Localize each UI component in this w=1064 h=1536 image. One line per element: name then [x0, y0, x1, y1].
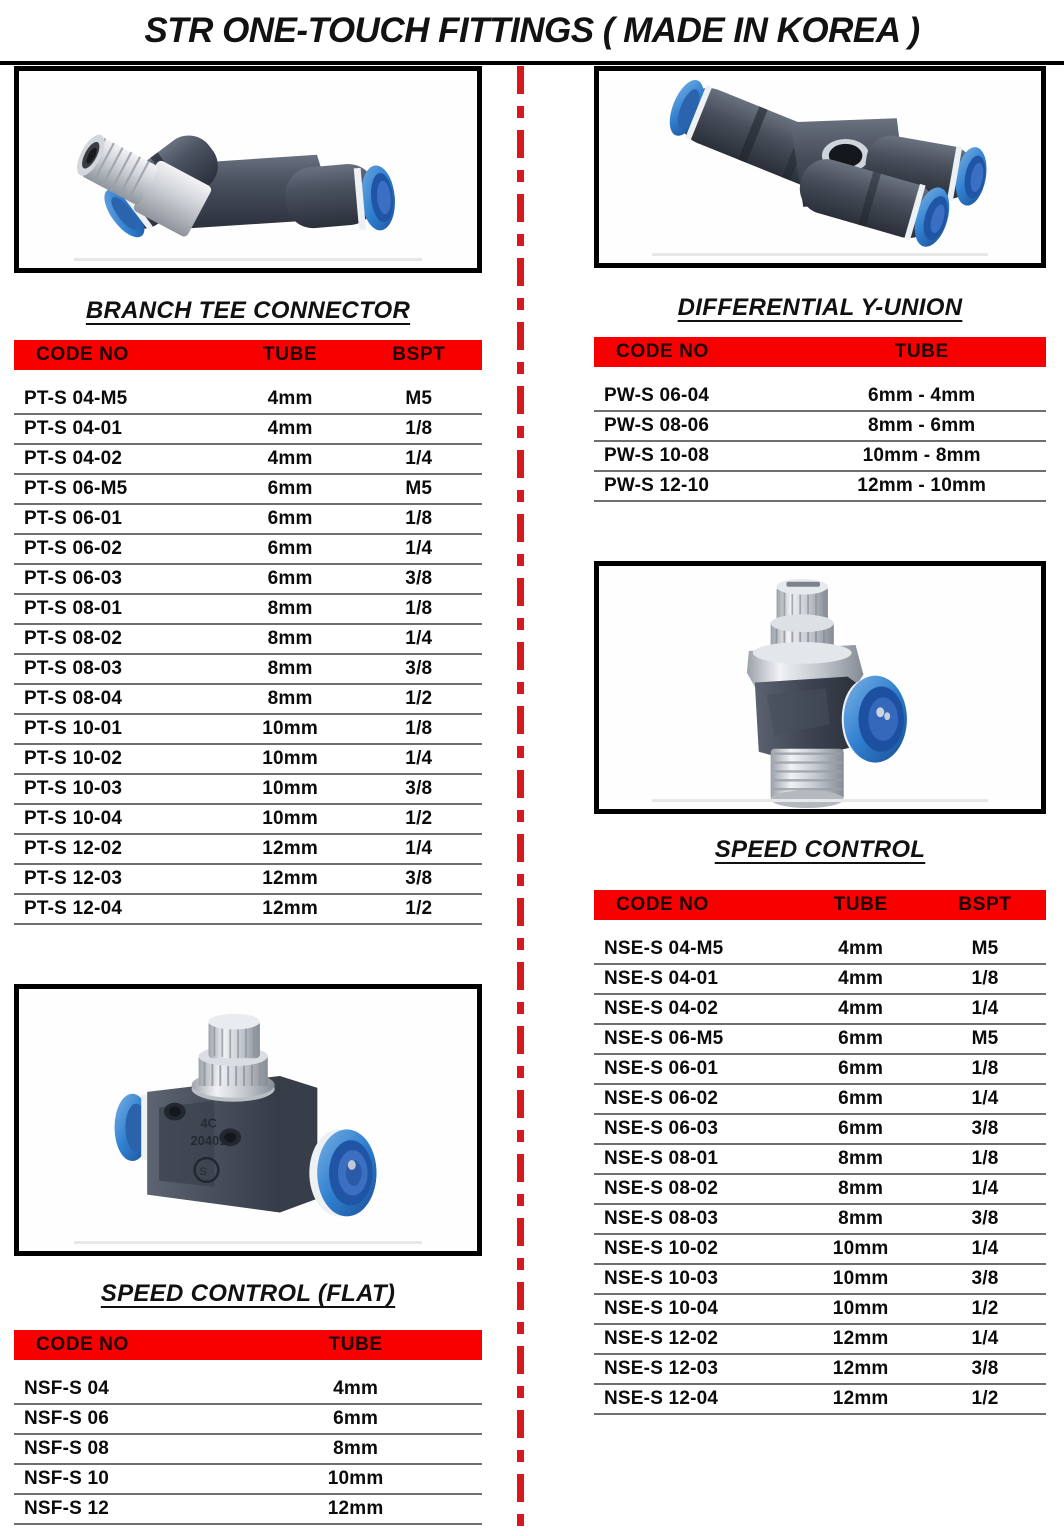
- cell-code: PT-S 12-03: [14, 864, 225, 894]
- speed-control-flat-image-frame: [14, 984, 482, 1256]
- cell-bspt: 3/8: [924, 1354, 1046, 1384]
- branch-tee-illustration: [19, 71, 477, 268]
- cell-code: NSF-S 04: [14, 1374, 229, 1404]
- cell-tube: 12mm: [225, 864, 356, 894]
- cell-code: PT-S 06-02: [14, 534, 225, 564]
- cell-code: PT-S 08-02: [14, 624, 225, 654]
- cell-bspt: 1/2: [356, 894, 482, 924]
- cell-code: NSE-S 10-03: [594, 1264, 797, 1294]
- cell-code: PT-S 04-02: [14, 444, 225, 474]
- table-row: [14, 684, 482, 714]
- cell-code: PT-S 10-04: [14, 804, 225, 834]
- cell-tube: 4mm: [225, 414, 356, 444]
- cell-tube: 10mm: [797, 1294, 924, 1324]
- table-row: [14, 894, 482, 924]
- table-row: [594, 411, 1046, 441]
- cell-tube: 10mm: [229, 1464, 482, 1494]
- table-row: [14, 534, 482, 564]
- cell-code: PT-S 06-01: [14, 504, 225, 534]
- photo-shelf-line: [652, 799, 988, 802]
- cell-tube: 10mm: [225, 774, 356, 804]
- cell-tube: 12mm - 10mm: [797, 471, 1046, 501]
- speed-control-flat-caption: SPEED CONTROL (FLAT): [100, 1280, 396, 1307]
- table-row: [14, 414, 482, 444]
- table-header-row: [594, 337, 1046, 367]
- cell-tube: 6mm: [225, 534, 356, 564]
- table-row: [14, 594, 482, 624]
- cell-code: PT-S 08-03: [14, 654, 225, 684]
- cell-bspt: 1/8: [356, 414, 482, 444]
- cell-tube: 12mm: [225, 834, 356, 864]
- branch-tee-caption: BRANCH TEE CONNECTOR: [85, 297, 411, 324]
- cell-tube: 6mm: [797, 1084, 924, 1114]
- left-column: [14, 66, 482, 1525]
- table-row: [14, 1434, 482, 1464]
- table-row: [14, 384, 482, 414]
- cell-bspt: 1/4: [924, 994, 1046, 1024]
- cell-code: NSF-S 08: [14, 1434, 229, 1464]
- cell-tube: 8mm: [225, 654, 356, 684]
- table-row: [594, 1174, 1046, 1204]
- table-row: [14, 864, 482, 894]
- cell-bspt: 3/8: [924, 1114, 1046, 1144]
- cell-code: NSE-S 06-M5: [594, 1024, 797, 1054]
- table-row: [14, 774, 482, 804]
- table-row: [594, 1114, 1046, 1144]
- cell-code: NSE-S 08-02: [594, 1174, 797, 1204]
- column-header-bspt: BSPT: [356, 340, 482, 370]
- cell-bspt: 1/4: [356, 624, 482, 654]
- cell-tube: 6mm: [225, 564, 356, 594]
- cell-bspt: 1/4: [356, 534, 482, 564]
- table-row: [14, 1464, 482, 1494]
- cell-bspt: 1/4: [356, 744, 482, 774]
- cell-bspt: 3/8: [356, 654, 482, 684]
- cell-code: NSE-S 12-02: [594, 1324, 797, 1354]
- speed-control-flat-photo: [19, 989, 477, 1251]
- differential-y-union-photo: [599, 71, 1041, 263]
- cell-code: PW-S 08-06: [594, 411, 797, 441]
- cell-bspt: 1/4: [924, 1084, 1046, 1114]
- table-row: [14, 1404, 482, 1434]
- table-row: [14, 474, 482, 504]
- cell-tube: 6mm - 4mm: [797, 381, 1046, 411]
- cell-code: PT-S 10-03: [14, 774, 225, 804]
- cell-code: PW-S 10-08: [594, 441, 797, 471]
- column-header-bspt: BSPT: [924, 890, 1046, 920]
- cell-code: PT-S 04-M5: [14, 384, 225, 414]
- cell-code: PT-S 06-M5: [14, 474, 225, 504]
- cell-code: NSE-S 04-02: [594, 994, 797, 1024]
- table-row: [14, 1494, 482, 1524]
- column-header-tube: TUBE: [797, 337, 1046, 367]
- speed-control-caption: SPEED CONTROL: [714, 836, 926, 863]
- cell-code: PT-S 04-01: [14, 414, 225, 444]
- column-header-tube: TUBE: [225, 340, 356, 370]
- table-spacer: [14, 1360, 482, 1374]
- table-row: [594, 994, 1046, 1024]
- cell-bspt: M5: [924, 934, 1046, 964]
- cell-tube: 6mm: [797, 1114, 924, 1144]
- branch-tee-connector-photo: [19, 71, 477, 268]
- cell-code: NSF-S 12: [14, 1494, 229, 1524]
- cell-code: PW-S 12-10: [594, 471, 797, 501]
- cell-bspt: 1/4: [356, 834, 482, 864]
- cell-bspt: 1/4: [924, 1174, 1046, 1204]
- cell-bspt: 1/4: [356, 444, 482, 474]
- table-row: [594, 964, 1046, 994]
- cell-code: NSF-S 10: [14, 1464, 229, 1494]
- cell-code: NSE-S 12-04: [594, 1384, 797, 1414]
- cell-code: NSE-S 04-01: [594, 964, 797, 994]
- speed-control-table: [594, 890, 1046, 1415]
- table-row: [594, 1204, 1046, 1234]
- table-row: [594, 1144, 1046, 1174]
- branch-tee-image-frame: [14, 66, 482, 273]
- cell-tube: 6mm: [229, 1404, 482, 1434]
- cell-code: NSE-S 06-03: [594, 1114, 797, 1144]
- cell-code: NSE-S 10-04: [594, 1294, 797, 1324]
- cell-bspt: 3/8: [356, 564, 482, 594]
- cell-tube: 8mm: [225, 594, 356, 624]
- cell-tube: 6mm: [797, 1054, 924, 1084]
- table-row: [14, 714, 482, 744]
- cell-tube: 6mm: [797, 1024, 924, 1054]
- table-row: [594, 1354, 1046, 1384]
- cell-tube: 8mm: [229, 1434, 482, 1464]
- cell-code: NSE-S 04-M5: [594, 934, 797, 964]
- column-header-code-no: CODE NO: [14, 1330, 229, 1360]
- cell-tube: 12mm: [229, 1494, 482, 1524]
- cell-tube: 8mm: [797, 1204, 924, 1234]
- cell-bspt: M5: [924, 1024, 1046, 1054]
- cell-tube: 12mm: [797, 1354, 924, 1384]
- speed-control-valve-photo: [599, 566, 1041, 809]
- cell-code: NSE-S 10-02: [594, 1234, 797, 1264]
- cell-bspt: 3/8: [924, 1264, 1046, 1294]
- speed-control-illustration: [599, 566, 1041, 809]
- table-row: [14, 804, 482, 834]
- table-header-row: [594, 890, 1046, 920]
- cell-tube: 6mm: [225, 504, 356, 534]
- table-row: [594, 1294, 1046, 1324]
- y-union-image-frame: [594, 66, 1046, 268]
- cell-bspt: M5: [356, 384, 482, 414]
- y-union-table: [594, 337, 1046, 502]
- svg-text:4C: 4C: [200, 1115, 217, 1131]
- cell-bspt: 3/8: [924, 1204, 1046, 1234]
- column-header-code-no: CODE NO: [594, 337, 797, 367]
- svg-text:S: S: [199, 1165, 207, 1178]
- cell-code: PT-S 08-01: [14, 594, 225, 624]
- table-header-row: [14, 340, 482, 370]
- table-row: [594, 1054, 1046, 1084]
- cell-bspt: 1/2: [356, 684, 482, 714]
- cell-tube: 8mm: [225, 684, 356, 714]
- cell-code: NSE-S 12-03: [594, 1354, 797, 1384]
- cell-tube: 4mm: [225, 384, 356, 414]
- speed-control-image-frame: [594, 561, 1046, 814]
- cell-tube: 8mm: [797, 1144, 924, 1174]
- table-row: [594, 1234, 1046, 1264]
- cell-code: NSE-S 08-01: [594, 1144, 797, 1174]
- cell-bspt: 1/4: [924, 1234, 1046, 1264]
- table-row: [14, 564, 482, 594]
- cell-code: PT-S 10-01: [14, 714, 225, 744]
- cell-tube: 12mm: [797, 1324, 924, 1354]
- cell-bspt: 1/8: [924, 1144, 1046, 1174]
- table-row: [594, 1024, 1046, 1054]
- table-row: [14, 744, 482, 774]
- cell-tube: 4mm: [797, 934, 924, 964]
- cell-bspt: 1/8: [356, 594, 482, 624]
- cell-tube: 8mm - 6mm: [797, 411, 1046, 441]
- cell-bspt: 1/8: [924, 1054, 1046, 1084]
- cell-tube: 4mm: [225, 444, 356, 474]
- cell-tube: 6mm: [225, 474, 356, 504]
- table-row: [14, 444, 482, 474]
- table-row: [14, 624, 482, 654]
- cell-code: PT-S 08-04: [14, 684, 225, 714]
- photo-shelf-line: [74, 1241, 422, 1244]
- cell-code: PW-S 06-04: [594, 381, 797, 411]
- y-union-caption: DIFFERENTIAL Y-UNION: [677, 294, 963, 321]
- cell-code: PT-S 12-04: [14, 894, 225, 924]
- cell-bspt: 1/8: [924, 964, 1046, 994]
- right-column: [594, 66, 1046, 1415]
- cell-bspt: 1/4: [924, 1324, 1046, 1354]
- cell-bspt: 1/8: [356, 714, 482, 744]
- column-header-tube: TUBE: [797, 890, 924, 920]
- column-divider: [517, 66, 524, 1536]
- page-title: STR ONE-TOUCH FITTINGS ( MADE IN KOREA ): [144, 11, 920, 50]
- cell-tube: 10mm - 8mm: [797, 441, 1046, 471]
- table-row: [594, 381, 1046, 411]
- table-header-row: [14, 1330, 482, 1360]
- cell-code: PT-S 12-02: [14, 834, 225, 864]
- cell-code: NSE-S 06-02: [594, 1084, 797, 1114]
- cell-code: NSE-S 06-01: [594, 1054, 797, 1084]
- svg-text:20401: 20401: [190, 1133, 227, 1149]
- table-spacer: [594, 367, 1046, 381]
- cell-bspt: 1/2: [356, 804, 482, 834]
- branch-tee-table: [14, 340, 482, 925]
- speed-control-flat-illustration: [19, 989, 477, 1251]
- table-spacer: [14, 370, 482, 384]
- cell-bspt: 3/8: [356, 864, 482, 894]
- table-row: [594, 441, 1046, 471]
- cell-tube: 12mm: [225, 894, 356, 924]
- table-row: [594, 1264, 1046, 1294]
- cell-tube: 4mm: [797, 964, 924, 994]
- cell-code: PT-S 10-02: [14, 744, 225, 774]
- table-spacer: [594, 920, 1046, 934]
- cell-tube: 10mm: [797, 1264, 924, 1294]
- cell-tube: 4mm: [797, 994, 924, 1024]
- table-row: [594, 1384, 1046, 1414]
- cell-bspt: 3/8: [356, 774, 482, 804]
- table-row: [14, 654, 482, 684]
- table-row: [594, 934, 1046, 964]
- photo-shelf-line: [74, 258, 422, 261]
- cell-code: NSF-S 06: [14, 1404, 229, 1434]
- cell-bspt: 1/8: [356, 504, 482, 534]
- cell-tube: 12mm: [797, 1384, 924, 1414]
- column-header-code-no: CODE NO: [14, 340, 225, 370]
- cell-bspt: 1/2: [924, 1384, 1046, 1414]
- cell-bspt: M5: [356, 474, 482, 504]
- y-union-illustration: [599, 71, 1041, 263]
- table-row: [14, 1374, 482, 1404]
- cell-tube: 10mm: [225, 804, 356, 834]
- cell-tube: 4mm: [229, 1374, 482, 1404]
- table-row: [594, 1084, 1046, 1114]
- table-row: [594, 471, 1046, 501]
- column-header-code-no: CODE NO: [594, 890, 797, 920]
- cell-tube: 10mm: [797, 1234, 924, 1264]
- table-row: [14, 504, 482, 534]
- photo-shelf-line: [652, 253, 988, 256]
- speed-control-flat-table: [14, 1330, 482, 1525]
- cell-tube: 8mm: [797, 1174, 924, 1204]
- title-divider-rule: [0, 61, 1064, 65]
- table-row: [594, 1324, 1046, 1354]
- table-row: [14, 834, 482, 864]
- cell-tube: 10mm: [225, 714, 356, 744]
- cell-tube: 10mm: [225, 744, 356, 774]
- cell-tube: 8mm: [225, 624, 356, 654]
- cell-code: NSE-S 08-03: [594, 1204, 797, 1234]
- cell-code: PT-S 06-03: [14, 564, 225, 594]
- cell-bspt: 1/2: [924, 1294, 1046, 1324]
- column-header-tube: TUBE: [229, 1330, 482, 1360]
